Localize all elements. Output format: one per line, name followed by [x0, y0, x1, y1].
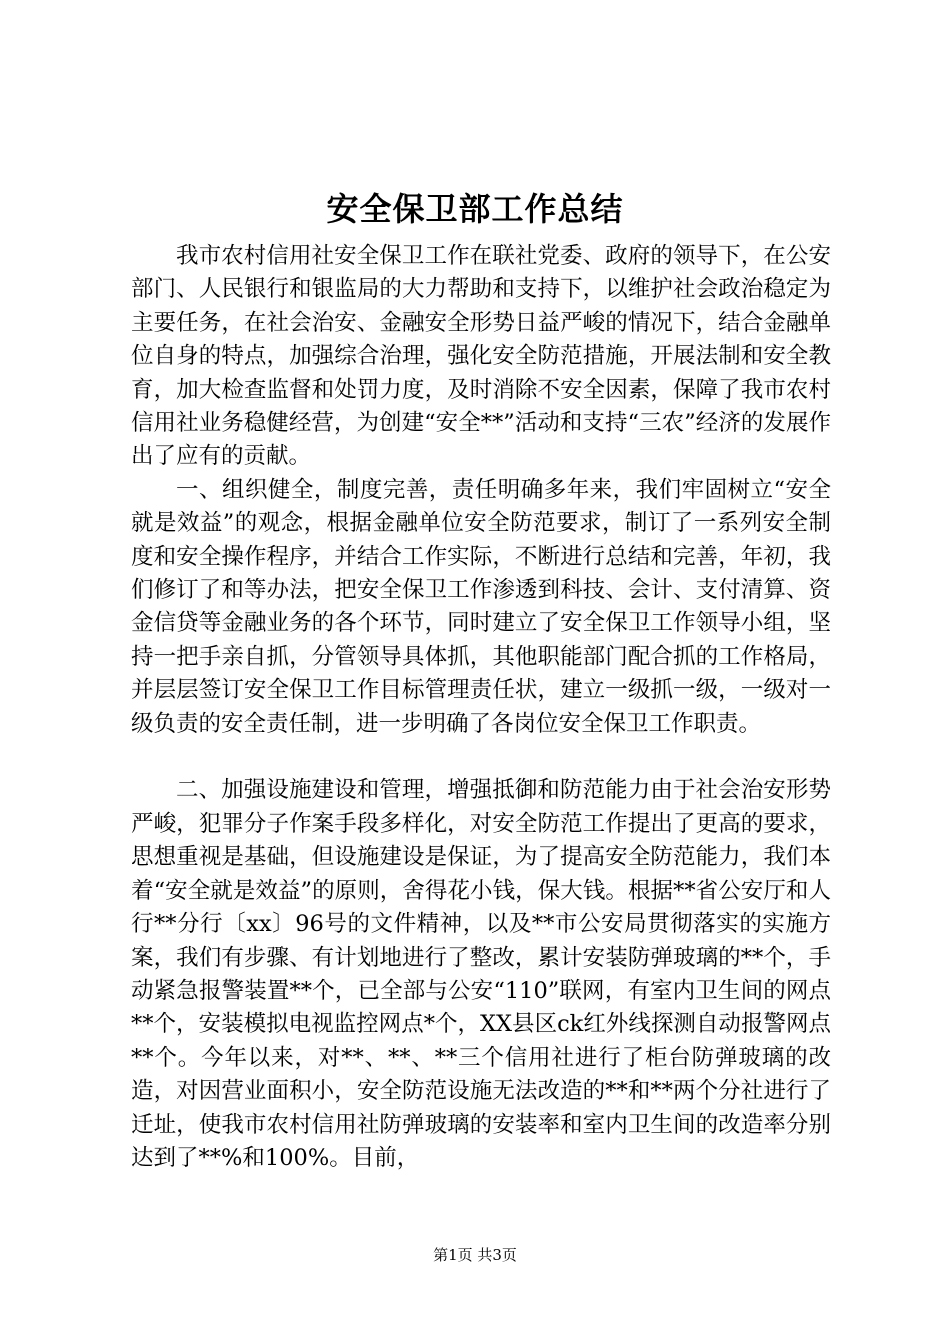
- document-title: 安全保卫部工作总结: [326, 190, 624, 228]
- paragraph-section-two: 二、加强设施建设和管理，增强抵御和防范能力由于社会治安形势严峻，犯罪分子作案手段多样化，对安全防范工作提出了更高的要求，思想重视是基础，但设施建设是保证，为了提高安全防范能力，我们本着“安全就是效益”的原则，舍得花小钱，保大钱。根据**省公安厅和人行**分行〔xx〕96号的文件精神，以及**市公安局贯彻落实的实施方案，我们有步骤、有计划地进行了整改，累计安装防弹玻璃的**个，手动紧急报警装置**个，已全部与公安“110”联网，有室内卫生间的网点**个，安装模拟电视监控网点*个，XX县区ck红外线探测自动报警网点**个。今年以来，对**、**、**三个信用社进行了柜台防弹玻璃的改造，对因营业面积小，安全防范设施无法改造的**和**两个分社进行了迁址，使我市农村信用社防弹玻璃的安装率和室内卫生间的改造率分别达到了**%和100%。目前，: [131, 777, 831, 1171]
- document-body: [131, 240, 831, 1175]
- paragraph-section-one: 一、组织健全，制度完善，责任明确多年来，我们牢固树立“安全就是效益”的观念，根据金融单位安全防范要求，制订了一系列安全制度和安全操作程序，并结合工作实际，不断进行总结和完善，年初，我们修订了和等办法，把安全保卫工作渗透到科技、会计、支付清算、资金信贷等金融业务的各个环节，同时建立了安全保卫工作领导小组，坚持一把手亲自抓，分管领导具体抓，其他职能部门配合抓的工作格局，并层层签订安全保卫工作目标管理责任状，建立一级抓一级，一级对一级负责的安全责任制，进一步明确了各岗位安全保卫工作职责。: [131, 476, 831, 737]
- page-footer: 第1页 共3页: [433, 1246, 517, 1264]
- paragraph-spacer: [131, 741, 831, 774]
- paragraph-intro: 我市农村信用社安全保卫工作在联社党委、政府的领导下，在公安部门、人民银行和银监局的大力帮助和支持下，以维护社会政治稳定为主要任务，在社会治安、金融安全形势日益严峻的情况下，结合金融单位自身的特点，加强综合治理，强化安全防范措施，开展法制和安全教育，加大检查监督和处罚力度，及时消除不安全因素，保障了我市农村信用社业务稳健经营，为创建“安全**”活动和支持“三农”经济的发展作出了应有的贡献。: [131, 243, 831, 470]
